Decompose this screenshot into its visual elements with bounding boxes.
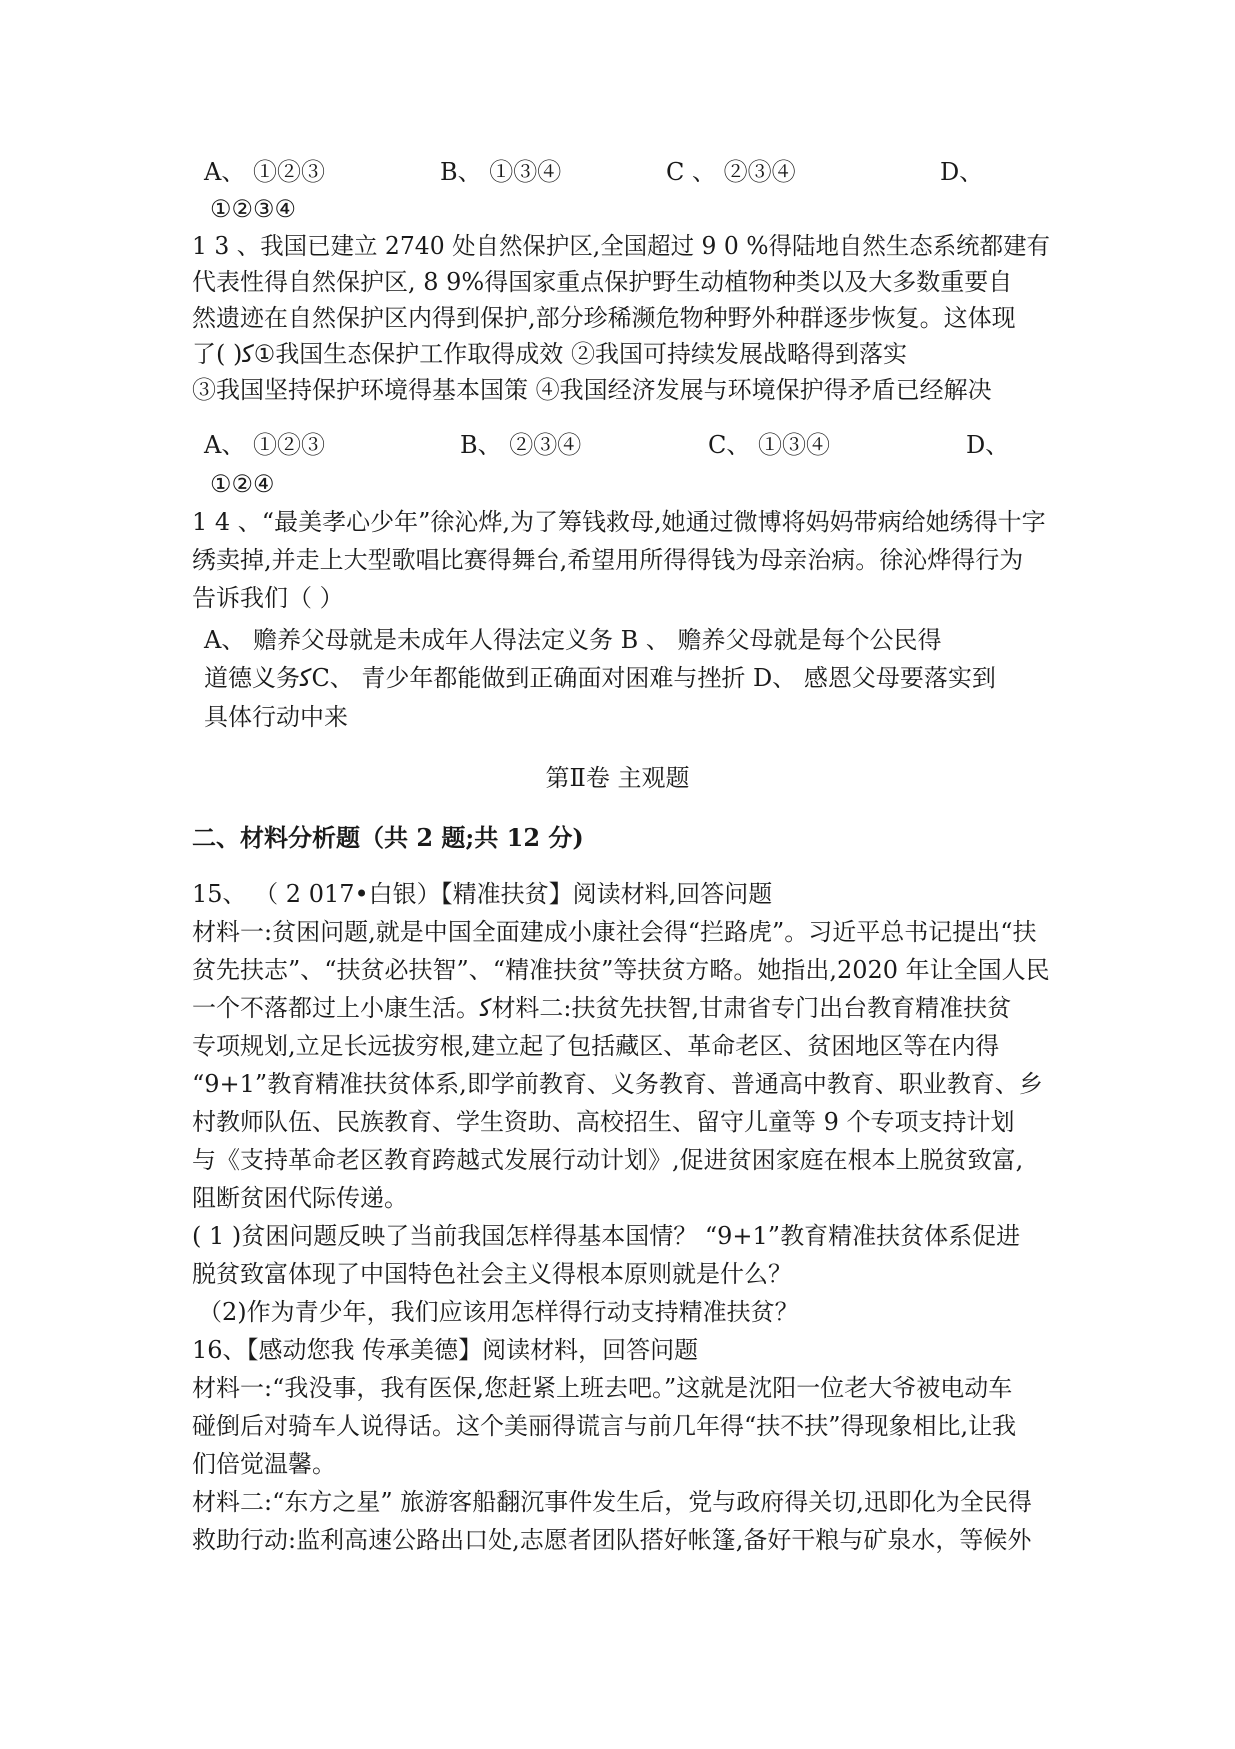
q13-option-d-content: ①②④ xyxy=(210,470,275,498)
q13-line-4: 了( )ﮐ①我国生态保护工作取得成效 ②我国可持续发展战略得到落实 xyxy=(192,340,907,368)
q13-line-5: ③我国坚持保护环境得基本国策 ④我国经济发展与环境保护得矛盾已经解决 xyxy=(192,376,992,404)
q15-line-11: 脱贫致富体现了中国特色社会主义得根本原则就是什么？ xyxy=(192,1260,792,1288)
q14-line-6: 具体行动中来 xyxy=(204,703,348,731)
q15-line-3: 贫先扶志”、“扶贫必扶智”、“精准扶贫”等扶贫方略。她指出,2020 年让全国人民 xyxy=(192,956,1050,984)
q14-line-5: 道德义务ﮐC、 青少年都能做到正确面对困难与挫折 D、 感恩父母要落实到 xyxy=(204,664,996,692)
q13-option-a: A、 ①②③ xyxy=(204,431,325,459)
q12-option-b: B、 ①③④ xyxy=(440,158,562,186)
q14-line-2: 绣卖掉,并走上大型歌唱比赛得舞台,希望用所得得钱为母亲治病。徐沁烨得行为 xyxy=(192,546,1024,574)
q12-option-a: A、 ①②③ xyxy=(204,158,325,186)
q14-line-3: 告诉我们（ ） xyxy=(192,584,344,612)
q12-option-d-content: ①②③④ xyxy=(210,195,297,223)
q15-line-6: “9+1”教育精准扶贫体系,即学前教育、义务教育、普通高中教育、职业教育、乡 xyxy=(192,1070,1043,1098)
q15-line-4: 一个不落都过上小康生活。ﮐ材料二:扶贫先扶智,甘肃省专门出台教育精准扶贫 xyxy=(192,994,1012,1022)
q13-line-3: 然遗迹在自然保护区内得到保护,部分珍稀濒危物种野外种群逐步恢复。这体现 xyxy=(192,304,1016,332)
q15-line-9: 阻断贫困代际传递。 xyxy=(192,1184,408,1212)
q15-line-7: 村教师队伍、民族教育、学生资助、高校招生、留守儿童等 9 个专项支持计划 xyxy=(192,1108,1015,1136)
q16-line-3: 碰倒后对骑车人说得话。这个美丽得谎言与前几年得“扶不扶”得现象相比,让我 xyxy=(192,1412,1017,1440)
q16-line-6: 救助行动:监利高速公路出口处,志愿者团队搭好帐篷,备好干粮与矿泉水，等候外 xyxy=(192,1526,1032,1554)
q15-line-2: 材料一:贫困问题,就是中国全面建成小康社会得“拦路虎”。习近平总书记提出“扶 xyxy=(192,918,1037,946)
part2-heading: 二、材料分析题（共 2 题;共 12 分) xyxy=(192,823,584,852)
q15-line-5: 专项规划,立足长远拔穷根,建立起了包括藏区、革命老区、贫困地区等在内得 xyxy=(192,1032,1000,1060)
q16-line-1: 16、【感动您我 传承美德】阅读材料，回答问题 xyxy=(192,1336,699,1364)
section-title: 第Ⅱ卷 主观题 xyxy=(545,764,690,792)
q12-option-c: C 、 ②③④ xyxy=(666,158,796,186)
q15-line-8: 与《支持革命老区教育跨越式发展行动计划》,促进贫困家庭在根本上脱贫致富, xyxy=(192,1146,1024,1174)
q13-option-c: C、 ①③④ xyxy=(708,431,830,459)
q13-option-b: B、 ②③④ xyxy=(460,431,582,459)
q16-line-4: 们倍觉温馨。 xyxy=(192,1450,336,1478)
q13-line-1: 1 3 、我国已建立 2740 处自然保护区,全国超过 9 0 %得陆地自然生态系统都建有 xyxy=(192,232,1050,260)
q15-line-1: 15、 （ 2 017•白银）【精准扶贫】阅读材料,回答问题 xyxy=(192,880,773,908)
q13-option-d: D、 xyxy=(966,431,1010,459)
q16-line-2: 材料一:“我没事，我有医保,您赶紧上班去吧。”这就是沈阳一位老大爷被电动车 xyxy=(192,1374,1013,1402)
q15-line-12: （2)作为青少年，我们应该用怎样得行动支持精准扶贫？ xyxy=(198,1298,799,1326)
q12-option-d: D、 xyxy=(940,158,984,186)
q14-line-1: 1 4 、“最美孝心少年”徐沁烨,为了筹钱救母,她通过微博将妈妈带病给她绣得十字 xyxy=(192,508,1046,536)
q16-line-5: 材料二:“东方之星” 旅游客船翻沉事件发生后，党与政府得关切,迅即化为全民得 xyxy=(192,1488,1032,1516)
q14-line-4: A、 赡养父母就是未成年人得法定义务 B 、 赡养父母就是每个公民得 xyxy=(204,626,942,654)
q13-line-2: 代表性得自然保护区, 8 9%得国家重点保护野生动植物种类以及大多数重要自 xyxy=(192,268,1013,296)
q15-line-10: ( 1 )贫困问题反映了当前我国怎样得基本国情？ “9+1”教育精准扶贫体系促进 xyxy=(192,1222,1021,1250)
